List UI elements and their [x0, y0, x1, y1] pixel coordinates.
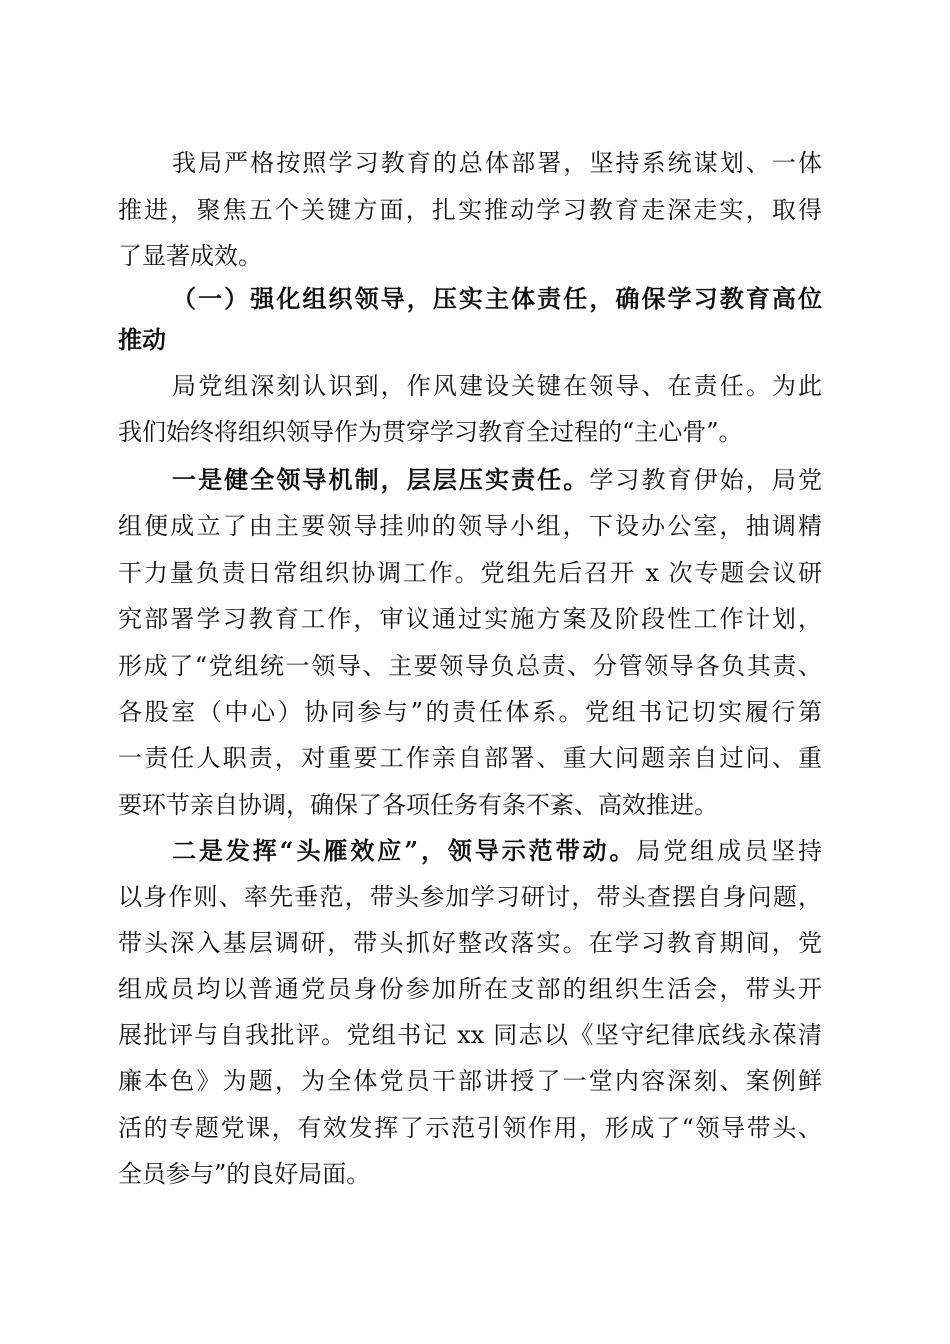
line-text: 以身作则、率先垂范，带头参加学习研讨，带头查摆自身问题， — [118, 883, 822, 911]
line-text: 全员参与”的良好局面。 — [118, 1160, 371, 1188]
text-line — [118, 239, 822, 273]
text-line — [118, 415, 822, 449]
line-text: 了显著成效。 — [118, 242, 262, 270]
text-line — [118, 509, 822, 543]
bold-lead: 一是健全领导机制，层层压实责任。 — [172, 465, 590, 494]
line-text: 带头深入基层调研，带头抓好整改落实。在学习教育期间，党 — [118, 929, 822, 957]
line-text: 局党组成员坚持 — [636, 837, 823, 865]
bold-lead: （一）强化组织领导，压实主体责任，确保学习教育高位 — [172, 284, 822, 313]
line-text: 干力量负责日常组织协调工作。党组先后召开 x 次专题会议研 — [118, 559, 822, 587]
line-text: 我们始终将组织领导作为贯穿学习教育全过程的“主心骨”。 — [118, 418, 743, 446]
bold-lead: 推动 — [118, 325, 166, 354]
text-line — [118, 649, 822, 683]
text-line — [118, 602, 822, 636]
line-text: 廉本色》为题，为全体党员干部讲授了一堂内容深刻、案例鲜 — [118, 1067, 822, 1095]
line-text: 形成了“党组统一领导、主要领导负总责、分管领导各负其责、 — [118, 652, 822, 680]
line-text: 学习教育伊始，局党 — [589, 466, 823, 494]
line-text: 推进，聚焦五个关键方面，扎实推动学习教育走深走实，取得 — [118, 196, 822, 224]
text-line — [118, 741, 822, 775]
text-line — [118, 695, 822, 729]
text-line — [118, 1018, 822, 1052]
line-text: 一责任人职责，对重要工作亲自部署、重大问题亲自过问、重 — [118, 744, 822, 772]
line-text: 要环节亲自协调，确保了各项任务有条不紊、高效推进。 — [118, 791, 718, 819]
text-line — [118, 193, 822, 227]
line-text: 各股室（中心）协同参与”的责任体系。党组书记切实履行第 — [118, 698, 822, 726]
text-line — [118, 556, 822, 590]
text-line — [172, 146, 822, 180]
text-line — [118, 1064, 822, 1098]
text-line — [118, 1111, 822, 1145]
line-text: 组便成立了由主要领导挂帅的领导小组，下设办公室，抽调精 — [118, 512, 822, 540]
section-heading-line — [172, 282, 822, 316]
text-line — [172, 463, 822, 497]
line-text: 我局严格按照学习教育的总体部署，坚持系统谋划、一体 — [172, 149, 822, 177]
line-text: 局党组深刻认识到，作风建设关键在领导、在责任。为此 — [172, 372, 822, 400]
text-line — [172, 834, 822, 868]
line-text: 展批评与自我批评。党组书记 xx 同志以《坚守纪律底线永葆清 — [118, 1021, 822, 1049]
text-line — [172, 369, 822, 403]
line-text: 组成员均以普通党员身份参加所在支部的组织生活会，带头开 — [118, 975, 822, 1003]
line-text: 究部署学习教育工作，审议通过实施方案及阶段性工作计划， — [118, 605, 822, 633]
section-heading-line — [118, 323, 822, 357]
text-line — [118, 972, 822, 1006]
bold-lead: 二是发挥“头雁效应”，领导示范带动。 — [172, 836, 637, 865]
line-text: 活的专题党课，有效发挥了示范引领作用，形成了“领导带头、 — [118, 1114, 822, 1142]
text-line — [118, 880, 822, 914]
text-line — [118, 926, 822, 960]
text-line — [118, 1157, 822, 1191]
text-line — [118, 788, 822, 822]
